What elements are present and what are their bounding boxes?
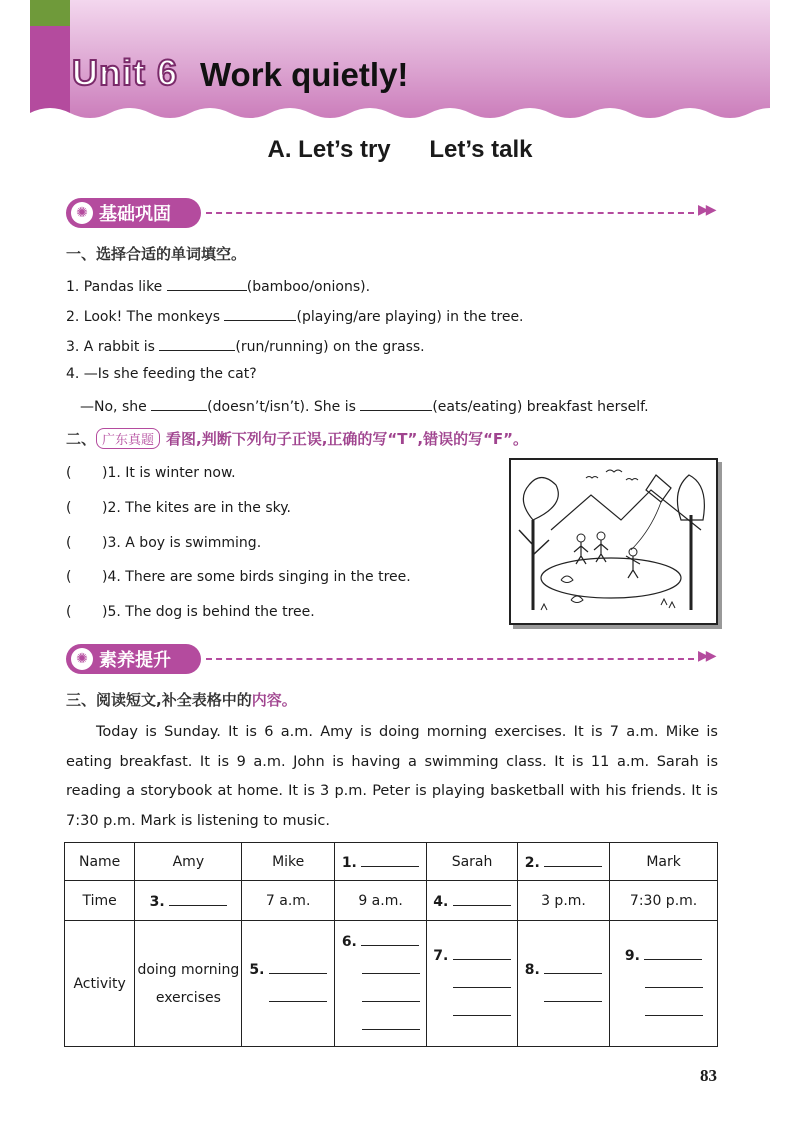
answer-blank[interactable] (544, 987, 602, 1002)
answer-blank[interactable] (361, 931, 419, 946)
section-title (0, 136, 800, 164)
q1-instruction: 一、选择合适的单词填空。 (66, 245, 247, 263)
park-scene-illustration (509, 458, 718, 625)
activity-cell: 8. (517, 921, 609, 1047)
unit-label: Unit 6 (72, 52, 179, 93)
tf-item-4: ( )4. There are some birds singing in the tree. (66, 569, 411, 585)
activity-cell: 5. (242, 921, 334, 1047)
q1-item-1: 1. Pandas like (bamboo/onions). (66, 276, 370, 295)
q2-instruction: 二、 广东真题 看图,判断下列句子正误,正确的写“T”,错误的写“F”。 (66, 430, 529, 448)
name-cell: Mark (610, 843, 718, 881)
answer-blank[interactable] (269, 959, 327, 974)
dashed-divider (206, 658, 694, 660)
table-row (65, 843, 718, 881)
answer-blank[interactable] (453, 1001, 511, 1016)
row-label-name: Name (65, 843, 135, 881)
section-part-talk: Let’s talk (429, 136, 533, 163)
name-cell: Mike (242, 843, 334, 881)
q1-item-4-answer: —No, she (doesn’t/isn’t). She is (eats/eating) breakfast herself. (80, 396, 649, 415)
answer-blank[interactable] (159, 336, 235, 351)
lightbulb-icon: ✺ (71, 202, 93, 224)
time-cell: 3 p.m. (517, 881, 609, 921)
schedule-table (64, 842, 718, 1047)
answer-blank[interactable] (362, 959, 420, 974)
answer-blank[interactable] (269, 987, 327, 1002)
answer-blank[interactable] (453, 891, 511, 906)
banner-wave (30, 95, 770, 125)
double-arrow-icon: ▶▶ (698, 202, 714, 218)
q3-instruction: 三、阅读短文,补全表格中的内容。 (66, 691, 297, 709)
activity-cell: 6. (334, 921, 426, 1047)
answer-blank[interactable] (361, 852, 419, 867)
time-cell: 4. (427, 881, 518, 921)
answer-blank[interactable] (544, 852, 602, 867)
exam-tag: 广东真题 (96, 428, 160, 449)
table-row (65, 921, 718, 1047)
time-cell: 7 a.m. (242, 881, 334, 921)
time-cell: 7:30 p.m. (610, 881, 718, 921)
unit-title: Work quietly! (200, 56, 409, 93)
table-row (65, 881, 718, 921)
tf-item-5: ( )5. The dog is behind the tree. (66, 604, 315, 620)
literacy-improvement-pill (66, 644, 201, 674)
name-cell: 2. (517, 843, 609, 881)
answer-blank[interactable] (644, 945, 702, 960)
q1-item-2: 2. Look! The monkeys (playing/are playing) in the tree. (66, 306, 524, 325)
time-cell: 9 a.m. (334, 881, 426, 921)
q1-item-3: 3. A rabbit is (run/running) on the grass. (66, 336, 425, 355)
row-label-activity: Activity (65, 921, 135, 1047)
tf-item-3: ( )3. A boy is swimming. (66, 535, 262, 551)
activity-cell: 7. (427, 921, 518, 1047)
time-cell: 3. (135, 881, 242, 921)
pill-label: 基础巩固 (99, 204, 171, 225)
name-cell: Amy (135, 843, 242, 881)
dashed-divider (206, 212, 694, 214)
tf-item-1: ( )1. It is winter now. (66, 465, 236, 481)
activity-cell: doing morning exercises (135, 921, 242, 1047)
answer-blank[interactable] (360, 396, 432, 411)
answer-blank[interactable] (224, 306, 296, 321)
name-cell: 1. (334, 843, 426, 881)
name-cell: Sarah (427, 843, 518, 881)
tf-item-2: ( )2. The kites are in the sky. (66, 500, 291, 516)
answer-blank[interactable] (169, 891, 227, 906)
row-label-time: Time (65, 881, 135, 921)
page-number: 83 (700, 1066, 717, 1085)
double-arrow-icon: ▶▶ (698, 648, 714, 664)
lightbulb-icon: ✺ (71, 648, 93, 670)
basic-review-pill (66, 198, 201, 228)
answer-blank[interactable] (151, 396, 207, 411)
activity-cell: 9. (610, 921, 718, 1047)
answer-blank[interactable] (453, 973, 511, 988)
reading-passage: Today is Sunday. It is 6 a.m. Amy is doing morning exercises. It is 7 a.m. Mike is eating breakfast. It is 9 a.m. John is having a swimming class. It is 11 a.m. Sarah is reading a storybook at home. It is 3 p.m. Peter is playing basketball with his friends. It is 7:30 p.m. Mark is listening to music. (66, 724, 718, 829)
q1-item-4: 4. —Is she feeding the cat? (66, 366, 257, 382)
answer-blank[interactable] (362, 987, 420, 1002)
answer-blank[interactable] (453, 945, 511, 960)
answer-blank[interactable] (544, 959, 602, 974)
answer-blank[interactable] (362, 1015, 420, 1030)
answer-blank[interactable] (645, 1001, 703, 1016)
answer-blank[interactable] (167, 276, 247, 291)
section-part-try: A. Let’s try (267, 136, 391, 163)
pill-label: 素养提升 (99, 650, 171, 671)
answer-blank[interactable] (645, 973, 703, 988)
banner-tab (30, 0, 70, 26)
